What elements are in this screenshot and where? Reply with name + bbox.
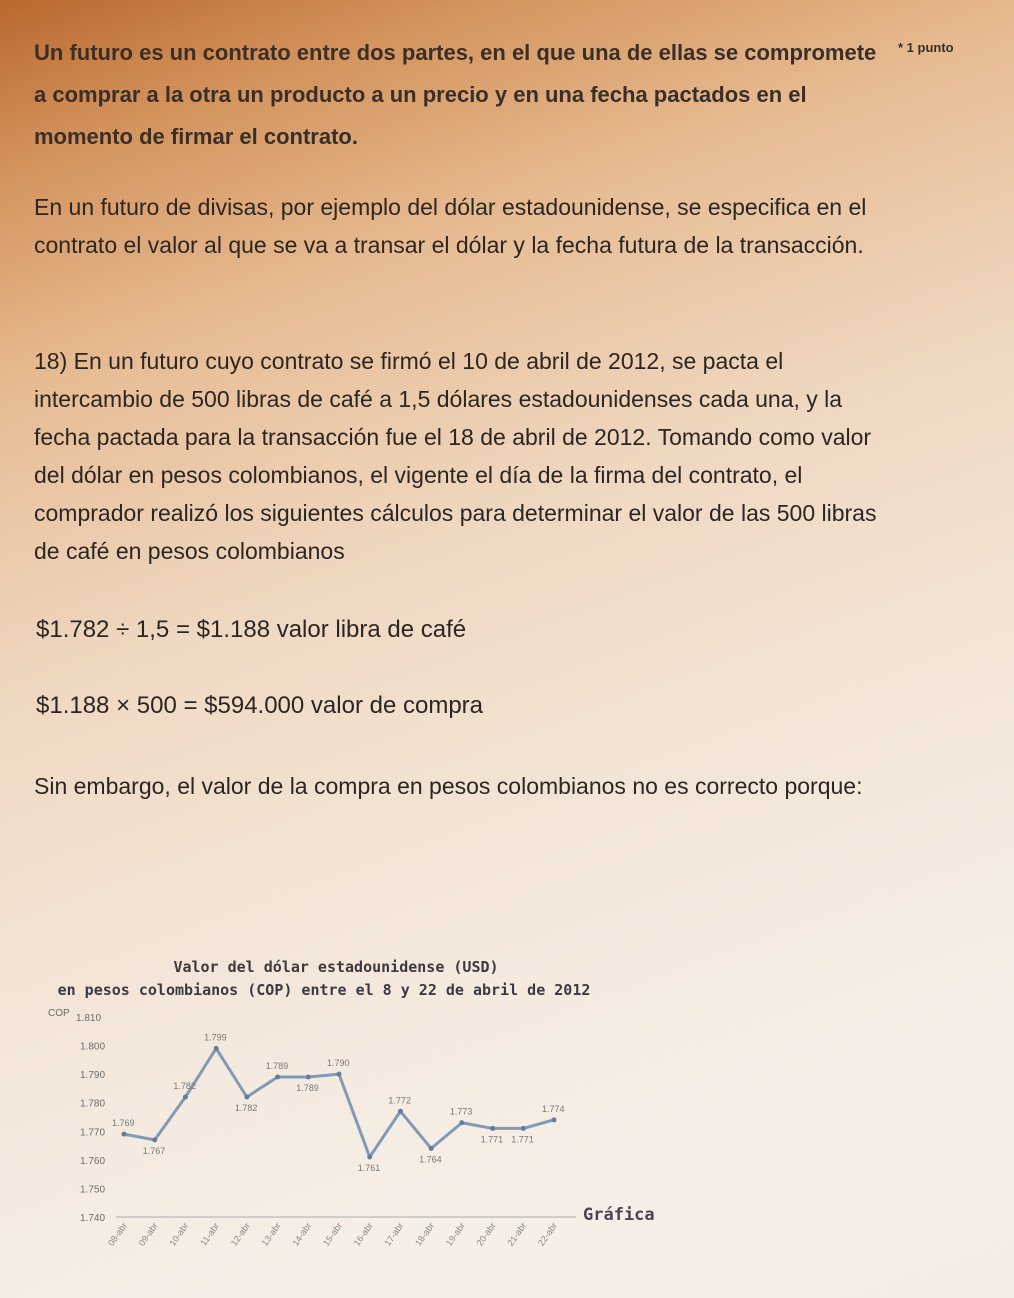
x-tick-label: 15-abr <box>320 1220 345 1248</box>
data-point <box>306 1075 311 1080</box>
data-point <box>183 1095 188 1100</box>
data-point <box>521 1126 526 1131</box>
data-label: 1.790 <box>327 1058 350 1069</box>
data-label: 1.774 <box>542 1103 565 1114</box>
x-tick-label: 08-abr <box>105 1220 130 1248</box>
dollar-rate-chart <box>40 950 680 1270</box>
chart-caption: Gráfica <box>583 1205 655 1225</box>
data-point <box>152 1137 157 1142</box>
x-tick-label: 11-abr <box>198 1221 222 1248</box>
data-point <box>337 1072 342 1077</box>
y-tick-label: 1.800 <box>80 1041 106 1053</box>
data-point <box>367 1155 372 1160</box>
x-tick-label: 10-abr <box>167 1220 191 1248</box>
x-tick-label: 18-abr <box>413 1220 437 1248</box>
data-point <box>244 1095 249 1100</box>
data-label: 1.767 <box>142 1145 166 1156</box>
points-label: * 1 punto <box>898 40 954 55</box>
x-tick-label: 14-abr <box>290 1220 314 1248</box>
chart-subtitle: en pesos colombianos (COP) entre el 8 y 22 de abril de 2012 <box>57 981 591 999</box>
data-point <box>552 1117 557 1122</box>
y-tick-label: 1.750 <box>80 1184 106 1196</box>
data-label: 1.773 <box>449 1106 473 1117</box>
y-tick-label: 1.770 <box>80 1127 106 1139</box>
data-label: 1.782 <box>234 1103 258 1113</box>
data-point <box>398 1109 403 1114</box>
x-tick-label: 19-abr <box>443 1220 467 1248</box>
y-tick-label: 1.790 <box>80 1070 106 1082</box>
y-tick-label: 1.780 <box>80 1098 106 1110</box>
question-prompt: Sin embargo, el valor de la compra en pesos colombianos no es correcto porque: <box>34 773 863 799</box>
y-tick-label: 1.810 <box>76 1013 102 1024</box>
data-label: 1.761 <box>357 1163 381 1173</box>
divisas-paragraph: En un futuro de divisas, por ejemplo del dólar estadounidense, se especifica en el contrato el valor al que se va a transar el dólar y la fecha futura de la transacción. <box>34 194 867 258</box>
data-label: 1.772 <box>388 1095 411 1106</box>
chart-title: Valor del dólar estadounidense (USD) <box>173 958 499 976</box>
data-point <box>122 1132 127 1137</box>
data-point <box>459 1120 464 1125</box>
data-point <box>214 1046 219 1051</box>
y-tick-label: 1.760 <box>80 1155 106 1167</box>
data-label: 1.771 <box>511 1134 534 1145</box>
y-tick-label: 1.740 <box>80 1213 106 1224</box>
question-statement: 18) En un futuro cuyo contrato se firmó el 10 de abril de 2012, se pacta el intercambio de 500 libras de café a 1,5 dólares estadounidenses cada una, y la fecha pactada para la transacción fue el 18 de abril de 2012. Tomando como valor del dólar en pesos colombianos, el vigente el día de la firma del contrato, el comprador realizó los siguientes cálculos para determinar el valor de las 500 libras de café en pesos colombianos <box>34 348 877 564</box>
y-unit-label: COP <box>48 1008 70 1019</box>
data-point <box>429 1146 434 1151</box>
data-point <box>490 1126 495 1131</box>
x-tick-label: 17-abr <box>382 1220 406 1248</box>
x-tick-label: 16-abr <box>351 1220 375 1248</box>
data-label: 1.789 <box>296 1083 319 1093</box>
calculation-2: $1.188 × 500 = $594.000 valor de compra <box>36 692 483 719</box>
x-tick-label: 21-abr <box>505 1220 529 1248</box>
intro-paragraph: Un futuro es un contrato entre dos partes, en el que una de ellas se compromete a comprar a la otra un producto a un precio y en una fecha pactados en el momento de firmar el contrato. <box>34 40 877 149</box>
x-tick-label: 13-abr <box>259 1220 283 1248</box>
data-label: 1.769 <box>112 1118 135 1129</box>
x-tick-label: 09-abr <box>136 1220 160 1248</box>
calculation-1: $1.782 ÷ 1,5 = $1.188 valor libra de café <box>36 616 467 643</box>
data-label: 1.789 <box>265 1061 289 1071</box>
data-point <box>275 1075 280 1080</box>
data-label: 1.771 <box>480 1134 504 1145</box>
data-label: 1.782 <box>173 1081 196 1091</box>
x-tick-label: 22-abr <box>535 1220 560 1248</box>
data-label: 1.799 <box>204 1032 227 1043</box>
data-label: 1.764 <box>419 1154 442 1165</box>
x-tick-label: 20-abr <box>474 1220 498 1248</box>
x-tick-label: 12-abr <box>228 1220 252 1248</box>
